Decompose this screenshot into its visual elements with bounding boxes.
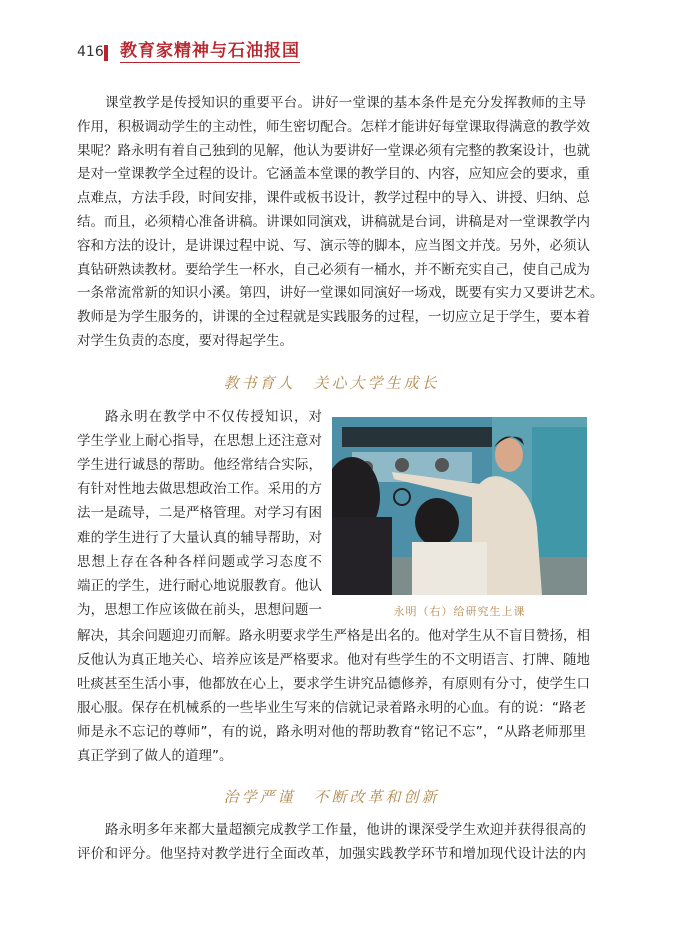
page-number: 416 — [77, 44, 104, 60]
text-line: 服心服。保存在机械系的一些毕业生写来的信就记录着路永明的心血。有的说：“路老 — [77, 700, 586, 716]
text-line: 容和方法的设计，是讲课过程中说、写、演示等的脚本，应当图文并茂。另外，必须认 — [77, 237, 590, 254]
text-line: 学生进行诚恳的帮助。他经常结合实际， — [77, 457, 322, 474]
text-line: 点难点，方法手段，时间安排，课件或板书设计，教学过程中的导入、讲授、归纳、总 — [77, 190, 590, 207]
text-line: 师是永不忘记的尊师”，有的说，路永明对他的帮助教育“铭记不忘”，“从路老师那里 — [77, 724, 586, 740]
text-line: 难的学生进行了大量认真的辅导帮助，对 — [77, 529, 322, 546]
text-line: 学生学业上耐心指导，在思想上还注意对 — [77, 433, 322, 450]
text-line: 结。而且，必须精心准备讲稿。讲课如同演戏，讲稿就是台词，讲稿是对一堂课教学内 — [77, 214, 590, 230]
text-line: 作用，积极调动学生的主动性，师生密切配合。怎样才能讲好每堂课取得满意的教学效 — [77, 118, 590, 135]
section-heading-2: 治学严谨 不断改革和创新 — [223, 788, 440, 806]
text-line: 是对一堂课教学全过程的设计。它涵盖本堂课的教学目的、内容，应知应会的要求，重 — [77, 166, 590, 183]
text-line: 解决，其余问题迎刃而解。路永明要求学生严格是出名的。他对学生从不盲目赞扬，相 — [77, 628, 590, 644]
text-line: 果呢？路永明有着自己独到的见解，他认为要讲好一堂课必须有完整的教案设计，也就 — [77, 142, 590, 159]
text-line: 有针对性地去做思想政治工作。采用的方 — [77, 481, 322, 498]
text-line: 端正的学生，进行耐心地说服教育。他认 — [77, 577, 322, 594]
photo-teacher-with-students — [332, 417, 587, 595]
text-line: 路永明多年来都大量超额完成教学工作量，他讲的课深受学生欢迎并获得很高的 — [105, 822, 586, 838]
photo-caption: 永明（右）给研究生上课 — [393, 605, 526, 618]
text-line: 法一是疏导，二是严格管理。对学习有困 — [77, 505, 322, 522]
text-line: 课堂教学是传授知识的重要平台。讲好一堂课的基本条件是充分发挥教师的主导 — [105, 95, 586, 111]
text-line: 吐痰甚至生活小事，他都放在心上，要求学生讲究品德修养，有原则有分寸，使学生口 — [77, 676, 590, 692]
text-line: 真钻研熟读教材。要给学生一杯水，自己必须有一桶水，并不断充实自己，使自己成为 — [77, 261, 590, 278]
text-line: 教师是为学生服务的，讲课的全过程就是实践服务的过程，一切应立足于学生，要本着 — [77, 309, 590, 326]
text-line: 路永明在教学中不仅传授知识，对 — [105, 409, 322, 425]
header-divider — [104, 45, 108, 61]
text-line: 对学生负责的态度，要对得起学生。 — [77, 333, 293, 349]
text-line: 思想上存在各种各样问题或学习态度不 — [77, 553, 322, 570]
section-heading-1: 教书育人 关心大学生成长 — [223, 374, 440, 392]
text-line: 为，思想工作应该做在前头，思想问题一 — [77, 601, 322, 618]
book-title-logo: 教育家精神与石油报国 — [120, 41, 300, 61]
text-line: 评价和评分。他坚持对教学进行全面改革，加强实践教学环节和增加现代设计法的内 — [77, 846, 586, 862]
text-line: 一条常流常新的知识小溪。第四，讲好一堂课如同演好一场戏，既要有实力又要讲艺术。 — [77, 285, 604, 302]
text-line: 反他认为真正地关心、培养应该是严格要求。他对有些学生的不文明语言、打牌、随地 — [77, 652, 590, 668]
text-line: 真正学到了做人的道理”。 — [77, 748, 233, 764]
